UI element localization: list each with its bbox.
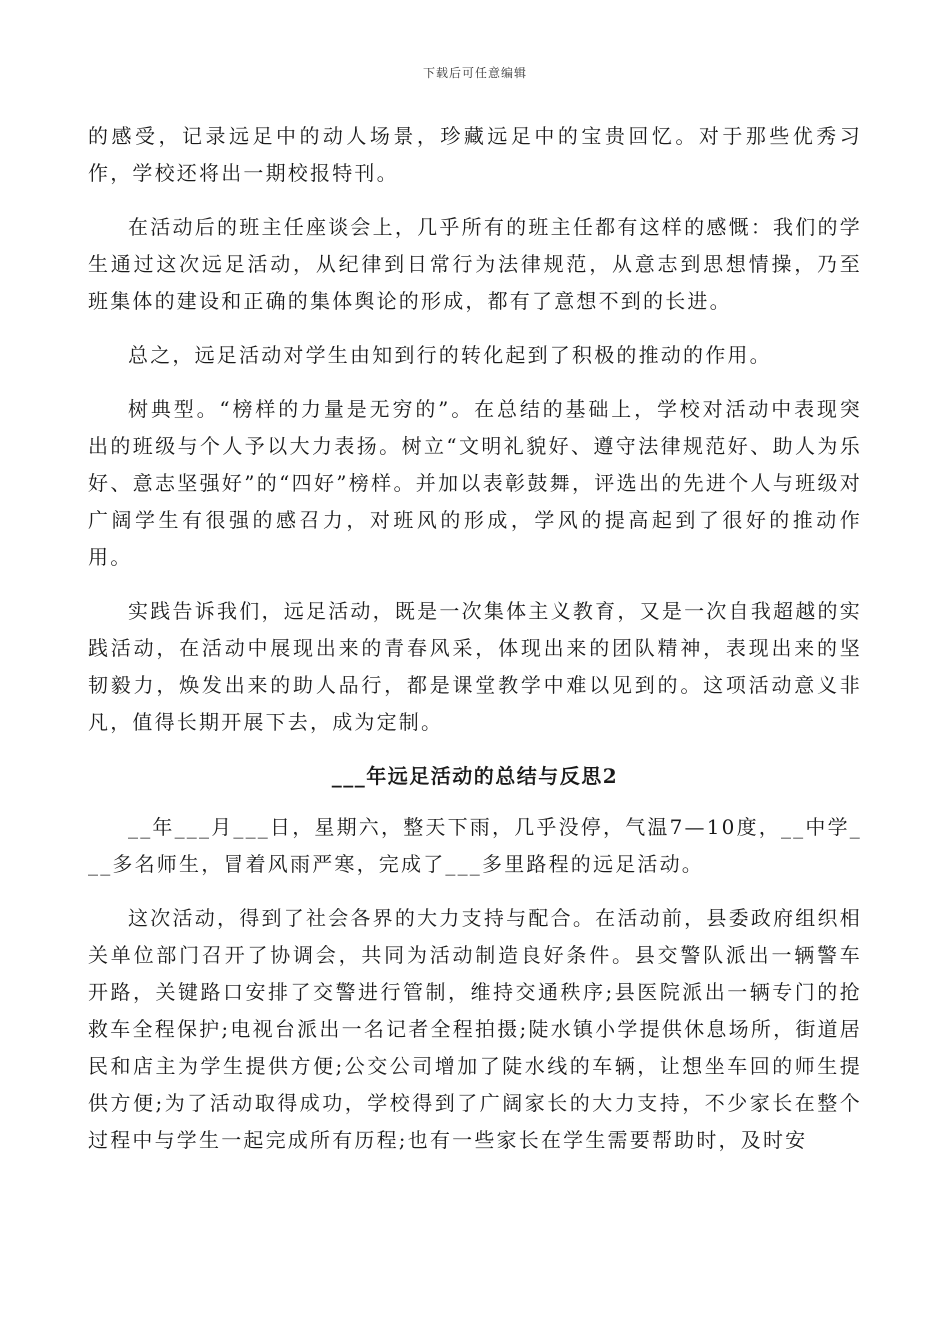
paragraph-support: 这次活动，得到了社会各界的大力支持与配合。在活动前，县委政府组织相关单位部门召开了协调会，共同为活动制造良好条件。县交警队派出一辆警车开路，关键路口安排了交警进行管制，维持交通秩序;县医院派出一辆专门的抢救车全程保护;电视台派出一名记者全程拍摄;陡水镇小学提供休息场所，街道居民和店主为学生提供方便;公交公司增加了陡水线的车辆，让想坐车回的师生提供方便;为了活动取得成功，学校得到了广阔家长的大力支持，不少家长在整个过程中与学生一起完成所有历程;也有一些家长在学生需要帮助时，及时安 [88,906,862,1152]
page-header-note: 下载后可任意编辑 [422,66,527,80]
paragraph-role-models: 树典型。“榜样的力量是无穷的”。在总结的基础上，学校对活动中表现突出的班级与个人予以大力表扬。树立“文明礼貌好、遵守法律规范好、助人为乐好、意志坚强好”的“四好”榜样。并加以表彰鼓舞，评选出的先进个人与班级对广阔学生有很强的感召力，对班风的形成，学风的提高起到了很好的推动作用。 [88,397,862,569]
paragraph-summary: 总之，远足活动对学生由知到行的转化起到了积极的推动的作用。 [128,343,772,367]
paragraph-continuation: 的感受，记录远足中的动人场景，珍藏远足中的宝贵回忆。对于那些优秀习作，学校还将出一期校报特刊。 [88,124,862,185]
paragraph-event-date: __年___月___日，星期六，整天下雨，几乎没停，气温7—10度，__中学___多名师生，冒着风雨严寒，完成了___多里路程的远足活动。 [88,815,862,876]
section-title: ___年远足活动的总结与反思2 [331,764,619,788]
paragraph-teacher-meeting: 在活动后的班主任座谈会上，几乎所有的班主任都有这样的感慨：我们的学生通过这次远足活动，从纪律到日常行为法律规范，从意志到思想情操，乃至班集体的建设和正确的集体舆论的形成，都有了意想不到的长进。 [88,215,862,313]
paragraph-practice: 实践告诉我们，远足活动，既是一次集体主义教育，又是一次自我超越的实践活动，在活动中展现出来的青春风采，体现出来的团队精神，表现出来的坚韧毅力，焕发出来的助人品行，都是课堂教学中难以见到的。这项活动意义非凡，值得长期开展下去，成为定制。 [88,599,862,734]
document-body [88,118,862,1176]
